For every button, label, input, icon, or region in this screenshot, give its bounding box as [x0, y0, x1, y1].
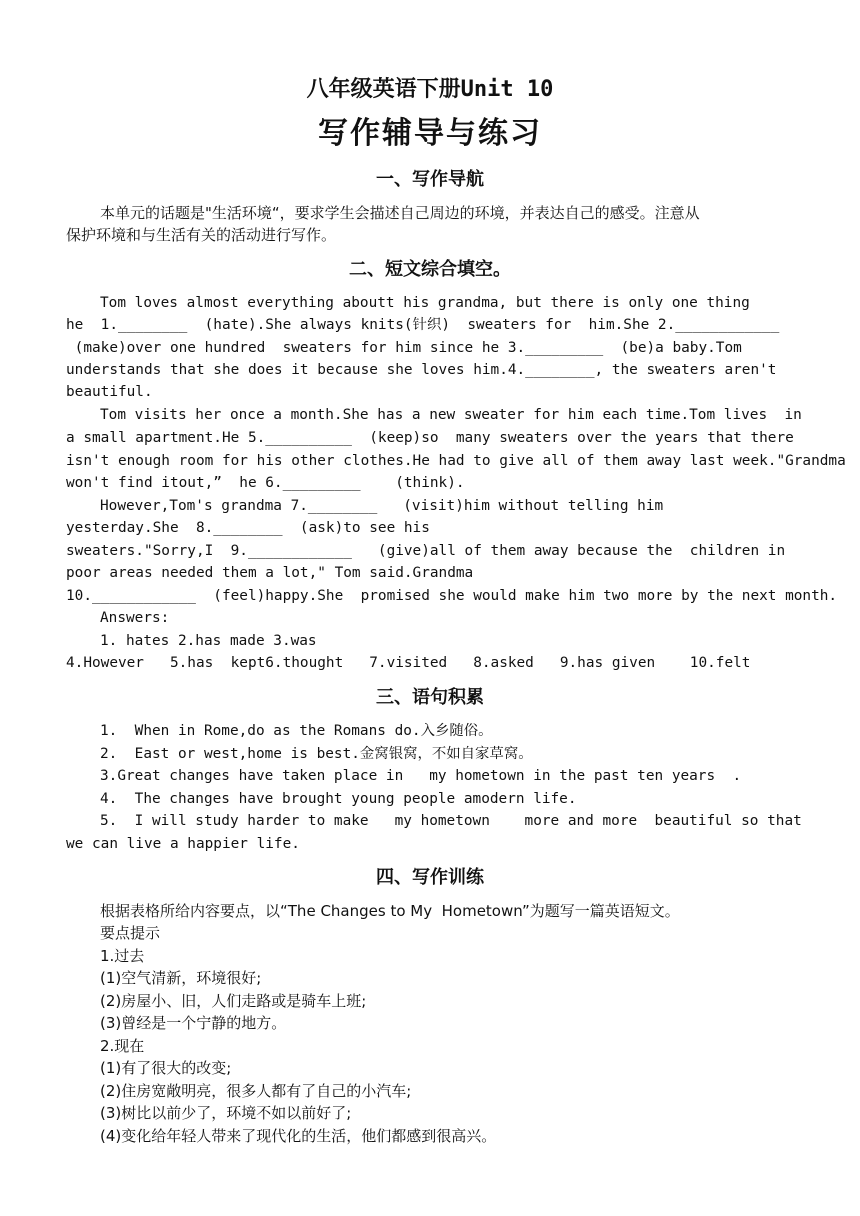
sentence-4: 4. The changes have brought young people amodern life. — [100, 791, 577, 807]
hints-label: 要点提示 — [100, 924, 161, 942]
sentence-1: 1. When in Rome,do as the Romans do.入乡随俗。 — [100, 723, 493, 739]
section2-line-3: (make)over one hundred sweaters for him since he 3._________ (be)a baby.Tom — [66, 340, 742, 356]
answers-line-1: 1. hates 2.has made 3.was — [100, 633, 317, 649]
section3-heading: 三、语句积累 — [376, 687, 484, 708]
writing-prompt: 根据表格所给内容要点，以“The Changes to My Hometown”为题写一篇英语短文。 — [100, 902, 680, 920]
section2-line-1: Tom loves almost everything aboutt his grandma, but there is only one thing — [100, 295, 750, 311]
hint-now-heading: 2.现在 — [100, 1037, 145, 1055]
sentence-5-cont: we can live a happier life. — [66, 836, 300, 852]
section2-line-8: isn't enough room for his other clothes.He had to give all of them away last week."Grandma — [66, 453, 846, 469]
answers-line-2: 4.However 5.has kept6.thought 7.visited 8.asked 9.has given 10.felt — [66, 655, 751, 671]
answers-label: Answers: — [100, 610, 170, 626]
hint-now-1: (1)有了很大的改变; — [100, 1059, 232, 1077]
section2-line-6: Tom visits her once a month.She has a new sweater for him each time.Tom lives in — [100, 407, 802, 423]
hint-past-3: (3)曾经是一个宁静的地方。 — [100, 1014, 287, 1032]
section2-line-7: a small apartment.He 5.__________ (keep)so many sweaters over the years that there — [66, 430, 794, 446]
section2-line-2: he 1.________ (hate).She always knits(针织) sweaters for him.She 2.____________ — [66, 317, 780, 333]
section2-line-4: understands that she does it because she loves him.4.________, the sweaters aren't — [66, 362, 777, 378]
section2-line-9: won't find itout,” he 6._________ (think). — [66, 475, 465, 491]
hint-past-1: (1)空气清新，环境很好; — [100, 969, 262, 987]
sentence-2: 2. East or west,home is best.金窝银窝，不如自家草窝。 — [100, 746, 533, 762]
title-grade: 八年级英语下册 — [306, 77, 461, 102]
section1-heading: 一、写作导航 — [376, 169, 484, 190]
title-unit: Unit 10 — [460, 77, 554, 102]
section2-line-13: poor areas needed them a lot," Tom said.Grandma — [66, 565, 474, 581]
sentence-5: 5. I will study harder to make my hometown more and more beautiful so that — [100, 813, 802, 829]
section1-line-1: 本单元的话题是"生活环境“，要求学生会描述自己周边的环境，并表达自己的感受。注意从 — [100, 204, 700, 222]
section2-line-11: yesterday.She 8.________ (ask)to see his — [66, 520, 430, 536]
section2-heading: 二、短文综合填空。 — [349, 259, 511, 280]
hint-now-2: (2)住房宽敞明亮，很多人都有了自己的小汽车; — [100, 1082, 412, 1100]
section4-heading: 四、写作训练 — [376, 867, 484, 888]
hint-now-4: (4)变化给年轻人带来了现代化的生活，他们都感到很高兴。 — [100, 1127, 497, 1145]
hint-now-3: (3)树比以前少了，环境不如以前好了; — [100, 1104, 352, 1122]
page-title — [0, 76, 860, 104]
section2-line-14: 10.____________ (feel)happy.She promised she would make him two more by the next month. — [66, 588, 838, 604]
section1-line-2: 保护环境和与生活有关的活动进行写作。 — [66, 226, 337, 244]
hint-past-heading: 1.过去 — [100, 947, 145, 965]
section2-line-12: sweaters."Sorry,I 9.____________ (give)all of them away because the children in — [66, 543, 786, 559]
section2-line-10: However,Tom's grandma 7.________ (visit)him without telling him — [100, 498, 664, 514]
sentence-3: 3.Great changes have taken place in my hometown in the past ten years . — [100, 768, 742, 784]
hint-past-2: (2)房屋小、旧，人们走路或是骑车上班; — [100, 992, 367, 1010]
page-subtitle: 写作辅导与练习 — [318, 116, 542, 151]
section2-line-5: beautiful. — [66, 384, 153, 400]
